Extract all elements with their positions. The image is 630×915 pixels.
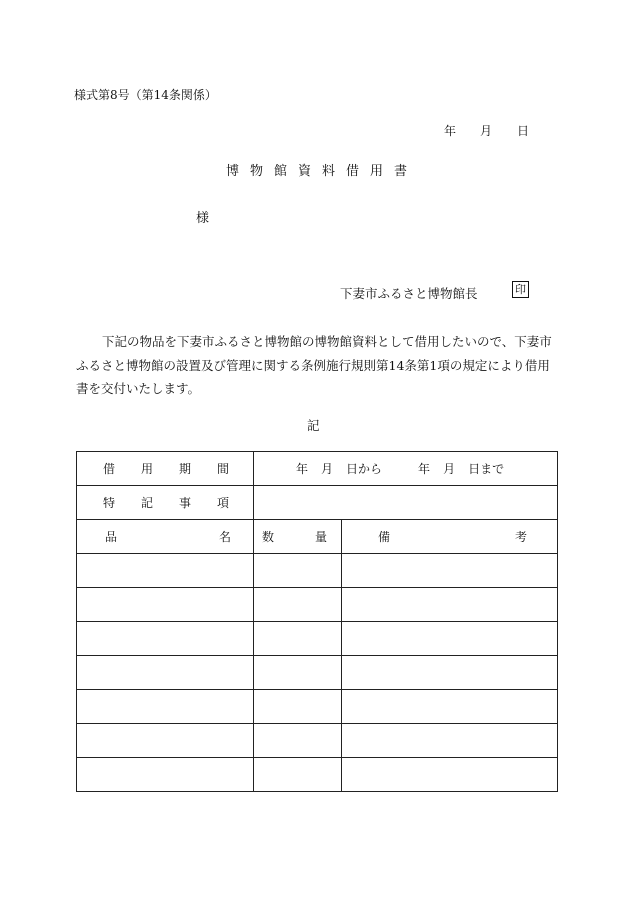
- date-month: 月: [480, 124, 493, 138]
- date-day: 日: [517, 124, 530, 138]
- table-row: [77, 758, 558, 792]
- table-row: [77, 724, 558, 758]
- table-row: [77, 656, 558, 690]
- body-paragraph: 下記の物品を下妻市ふるさと博物館の博物館資料として借用したいので、下妻市ふるさと博物館の設置及び管理に関する条例施行規則第14条第1項の規定により借用書を交付いたします。: [76, 334, 552, 396]
- qty-cell[interactable]: [254, 690, 342, 724]
- issuer-name: 下妻市ふるさと博物館長: [340, 286, 478, 301]
- qty-cell[interactable]: [254, 724, 342, 758]
- item-cell[interactable]: [77, 724, 254, 758]
- period-row: [77, 452, 558, 486]
- notes-cell[interactable]: [342, 588, 558, 622]
- notes-cell[interactable]: [342, 724, 558, 758]
- period-label-cell: 借 用 期 間: [77, 452, 254, 486]
- date-year: 年: [444, 124, 457, 138]
- notes-cell[interactable]: [342, 554, 558, 588]
- table-row: [77, 588, 558, 622]
- col-item-header: 品 名: [77, 520, 254, 554]
- column-header-row: [77, 520, 558, 554]
- item-cell[interactable]: [77, 758, 254, 792]
- qty-cell[interactable]: [254, 622, 342, 656]
- notes-cell[interactable]: [342, 622, 558, 656]
- remarks-row: [77, 486, 558, 520]
- col-notes-header: 備 考: [342, 520, 558, 554]
- item-cell[interactable]: [77, 588, 254, 622]
- qty-cell[interactable]: [254, 588, 342, 622]
- table-row: [77, 554, 558, 588]
- item-cell[interactable]: [77, 690, 254, 724]
- document-title: 博物館資料借用書: [226, 164, 419, 179]
- addressee-suffix: 様: [196, 211, 210, 226]
- qty-cell[interactable]: [254, 656, 342, 690]
- seal-mark: 印: [512, 281, 529, 298]
- item-cell[interactable]: [77, 622, 254, 656]
- remarks-label-cell: 特 記 事 項: [77, 486, 254, 520]
- loan-table: [76, 451, 558, 792]
- period-value-cell[interactable]: 年 月 日から 年 月 日まで: [254, 452, 558, 486]
- qty-cell[interactable]: [254, 758, 342, 792]
- table-row: [77, 622, 558, 656]
- notes-cell[interactable]: [342, 690, 558, 724]
- ki-heading: 記: [307, 418, 320, 433]
- qty-cell[interactable]: [254, 554, 342, 588]
- date-line: [444, 122, 529, 139]
- table-row: [77, 690, 558, 724]
- col-qty-header: 数 量: [254, 520, 342, 554]
- item-cell[interactable]: [77, 656, 254, 690]
- notes-cell[interactable]: [342, 758, 558, 792]
- remarks-value-cell[interactable]: [254, 486, 558, 520]
- notes-cell[interactable]: [342, 656, 558, 690]
- form-number: 様式第8号（第14条関係）: [74, 88, 217, 102]
- item-cell[interactable]: [77, 554, 254, 588]
